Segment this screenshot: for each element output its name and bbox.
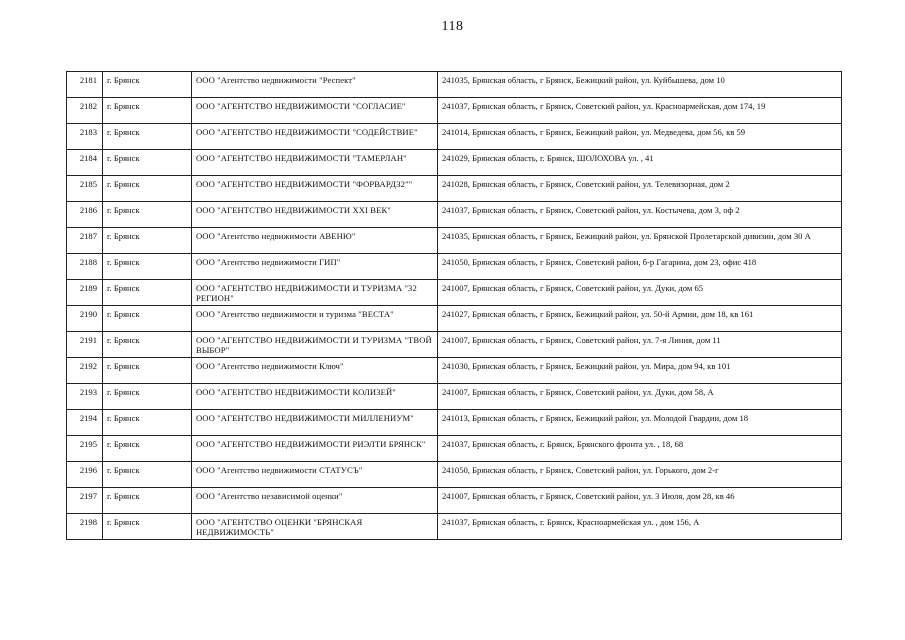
organization-name-cell: ООО "Агентство независимой оценки"	[192, 488, 438, 514]
table-row	[67, 280, 842, 306]
address-cell: 241035, Брянская область, г Брянск, Бежицкий район, ул. Куйбышева, дом 10	[438, 72, 842, 98]
registry-table	[66, 71, 842, 540]
row-number: 2195	[67, 436, 103, 462]
table-row	[67, 358, 842, 384]
city-cell: г. Брянск	[103, 306, 192, 332]
organization-name-cell: ООО "Агентство недвижимости Ключ"	[192, 358, 438, 384]
address-cell: 241030, Брянская область, г Брянск, Бежицкий район, ул. Мира, дом 94, кв 101	[438, 358, 842, 384]
address-cell: 241007, Брянская область, г Брянск, Советский район, ул. 3 Июля, дом 28, кв 46	[438, 488, 842, 514]
address-cell: 241037, Брянская область, г. Брянск, Брянского фронта ул. , 18, 68	[438, 436, 842, 462]
address-cell: 241037, Брянская область, г Брянск, Советский район, ул. Красноармейская, дом 174, 19	[438, 98, 842, 124]
row-number: 2188	[67, 254, 103, 280]
city-cell: г. Брянск	[103, 436, 192, 462]
organization-name-cell: ООО "Агентство недвижимости АВЕНЮ"	[192, 228, 438, 254]
table-row	[67, 150, 842, 176]
table-row	[67, 384, 842, 410]
table-row	[67, 98, 842, 124]
row-number: 2181	[67, 72, 103, 98]
page-number: 118	[441, 19, 464, 34]
row-number: 2198	[67, 514, 103, 540]
city-cell: г. Брянск	[103, 202, 192, 228]
city-cell: г. Брянск	[103, 280, 192, 306]
row-number: 2192	[67, 358, 103, 384]
table-row	[67, 254, 842, 280]
city-cell: г. Брянск	[103, 514, 192, 540]
address-cell: 241037, Брянская область, г. Брянск, Красноармейская ул. , дом 156, А	[438, 514, 842, 540]
city-cell: г. Брянск	[103, 228, 192, 254]
row-number: 2184	[67, 150, 103, 176]
table-row	[67, 306, 842, 332]
organization-name-cell: ООО "АГЕНТСТВО НЕДВИЖИМОСТИ И ТУРИЗМА "32 РЕГИОН"	[192, 280, 438, 306]
address-cell: 241014, Брянская область, г Брянск, Бежицкий район, ул. Медведева, дом 56, кв 59	[438, 124, 842, 150]
address-cell: 241027, Брянская область, г Брянск, Бежицкий район, ул. 50-й Армии, дом 18, кв 161	[438, 306, 842, 332]
table-row	[67, 124, 842, 150]
city-cell: г. Брянск	[103, 254, 192, 280]
row-number: 2194	[67, 410, 103, 436]
address-cell: 241007, Брянская область, г Брянск, Советский район, ул. Дуки, дом 65	[438, 280, 842, 306]
row-number: 2185	[67, 176, 103, 202]
address-cell: 241035, Брянская область, г Брянск, Бежицкий район, ул. Брянской Пролетарской дивизии, дом 30 А	[438, 228, 842, 254]
city-cell: г. Брянск	[103, 488, 192, 514]
table-row	[67, 488, 842, 514]
table-row	[67, 332, 842, 358]
address-cell: 241050, Брянская область, г Брянск, Советский район, ул. Горького, дом 2-г	[438, 462, 842, 488]
organization-name-cell: ООО "АГЕНТСТВО НЕДВИЖИМОСТИ "ФОРВАРДЗ2""	[192, 176, 438, 202]
row-number: 2190	[67, 306, 103, 332]
row-number: 2189	[67, 280, 103, 306]
city-cell: г. Брянск	[103, 98, 192, 124]
organization-name-cell: ООО "АГЕНТСТВО НЕДВИЖИМОСТИ И ТУРИЗМА "ТВОЙ ВЫБОР"	[192, 332, 438, 358]
city-cell: г. Брянск	[103, 72, 192, 98]
row-number: 2197	[67, 488, 103, 514]
organization-name-cell: ООО "АГЕНТСТВО ОЦЕНКИ "БРЯНСКАЯ НЕДВИЖИМОСТЬ"	[192, 514, 438, 540]
organization-name-cell: ООО "Агентство недвижимости ГИП"	[192, 254, 438, 280]
organization-name-cell: ООО "Агентство недвижимости "Респект"	[192, 72, 438, 98]
table-row	[67, 176, 842, 202]
table-row	[67, 410, 842, 436]
address-cell: 241007, Брянская область, г Брянск, Советский район, ул. 7-я Линия, дом 11	[438, 332, 842, 358]
city-cell: г. Брянск	[103, 462, 192, 488]
row-number: 2196	[67, 462, 103, 488]
row-number: 2182	[67, 98, 103, 124]
city-cell: г. Брянск	[103, 384, 192, 410]
address-cell: 241007, Брянская область, г Брянск, Советский район, ул. Дуки, дом 58, А	[438, 384, 842, 410]
organization-name-cell: ООО "АГЕНТСТВО НЕДВИЖИМОСТИ РИЭЛТИ БРЯНСК"	[192, 436, 438, 462]
city-cell: г. Брянск	[103, 176, 192, 202]
city-cell: г. Брянск	[103, 124, 192, 150]
address-cell: 241028, Брянская область, г Брянск, Советский район, ул. Телевизорная, дом 2	[438, 176, 842, 202]
city-cell: г. Брянск	[103, 332, 192, 358]
organization-name-cell: ООО "Агентство недвижимости и туризма "ВЕСТА"	[192, 306, 438, 332]
address-cell: 241013, Брянская область, г Брянск, Бежицкий район, ул. Молодой Гвардии, дом 18	[438, 410, 842, 436]
row-number: 2187	[67, 228, 103, 254]
table-row	[67, 228, 842, 254]
organization-name-cell: ООО "АГЕНТСТВО НЕДВИЖИМОСТИ "ТАМЕРЛАН"	[192, 150, 438, 176]
row-number: 2183	[67, 124, 103, 150]
address-cell: 241050, Брянская область, г Брянск, Советский район, б-р Гагарина, дом 23, офис 418	[438, 254, 842, 280]
organization-name-cell: ООО "АГЕНТСТВО НЕДВИЖИМОСТИ XXI ВЕК"	[192, 202, 438, 228]
organization-name-cell: ООО "АГЕНТСТВО НЕДВИЖИМОСТИ МИЛЛЕНИУМ"	[192, 410, 438, 436]
row-number: 2191	[67, 332, 103, 358]
organization-name-cell: ООО "Агентство недвижимости СТАТУСЪ"	[192, 462, 438, 488]
address-cell: 241037, Брянская область, г Брянск, Советский район, ул. Костычева, дом 3, оф 2	[438, 202, 842, 228]
table-row	[67, 514, 842, 540]
registry-table-body	[67, 72, 842, 540]
row-number: 2193	[67, 384, 103, 410]
city-cell: г. Брянск	[103, 410, 192, 436]
table-row	[67, 436, 842, 462]
organization-name-cell: ООО "АГЕНТСТВО НЕДВИЖИМОСТИ КОЛИЗЕЙ"	[192, 384, 438, 410]
table-row	[67, 202, 842, 228]
table-row	[67, 462, 842, 488]
address-cell: 241029, Брянская область, г. Брянск, ШОЛОХОВА ул. , 41	[438, 150, 842, 176]
organization-name-cell: ООО "АГЕНТСТВО НЕДВИЖИМОСТИ "СОДЕЙСТВИЕ"	[192, 124, 438, 150]
row-number: 2186	[67, 202, 103, 228]
city-cell: г. Брянск	[103, 150, 192, 176]
city-cell: г. Брянск	[103, 358, 192, 384]
organization-name-cell: ООО "АГЕНТСТВО НЕДВИЖИМОСТИ "СОГЛАСИЕ"	[192, 98, 438, 124]
table-row	[67, 72, 842, 98]
